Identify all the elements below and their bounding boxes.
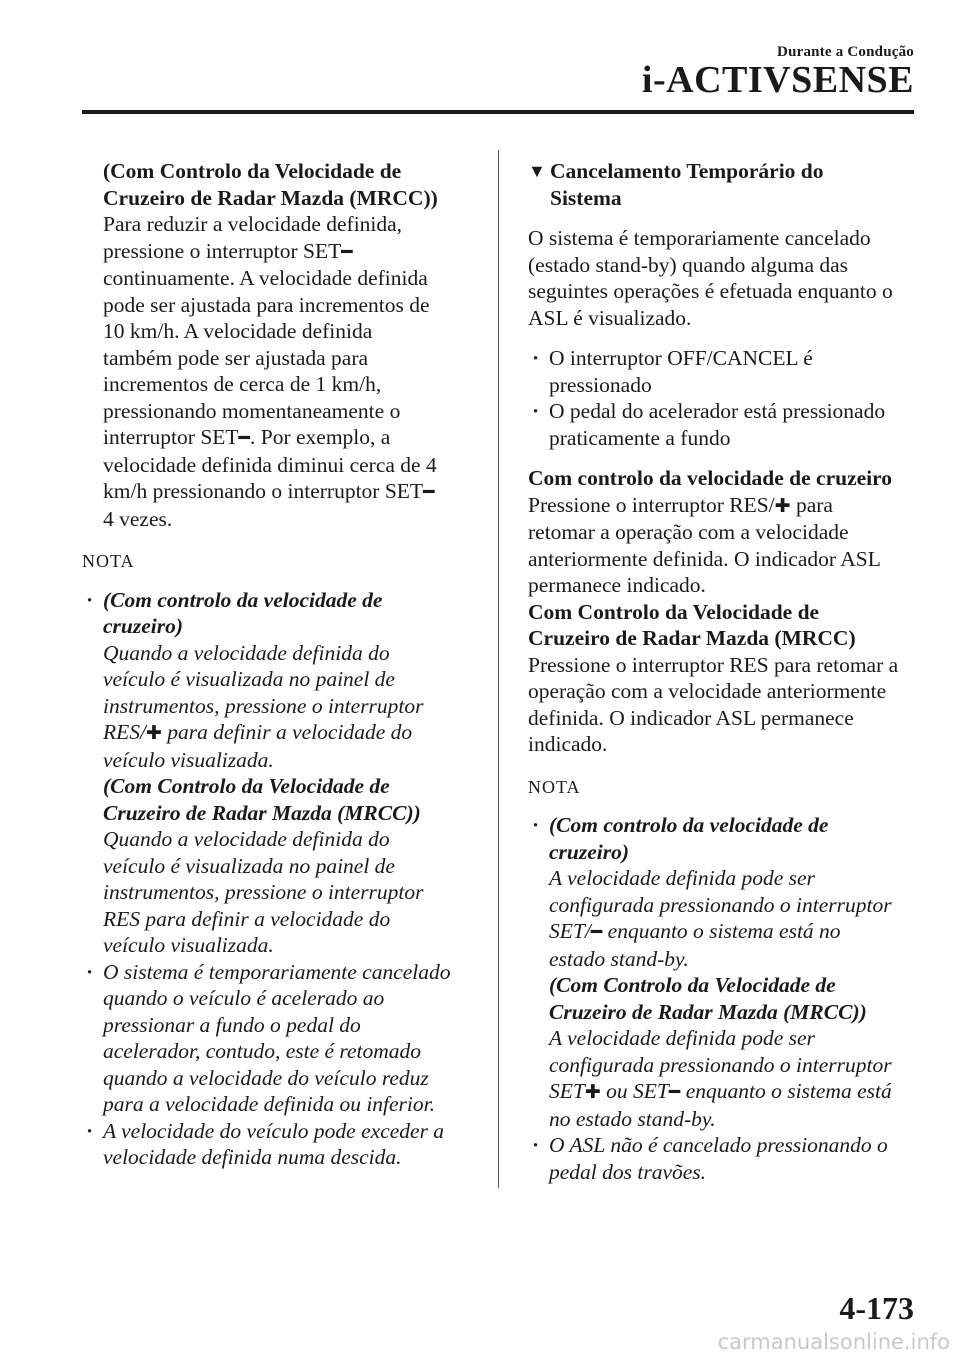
minus-icon: ━ (238, 427, 250, 449)
line: também pode ser ajustada para (103, 345, 369, 370)
line: configurada pressionando o interruptor (549, 1052, 892, 1077)
line: Pressione o interruptor RES/ (528, 492, 775, 517)
line: instrumentos, pressione o interruptor (103, 880, 424, 904)
line: cruzeiro) (103, 614, 184, 638)
line: continuamente. A velocidade definida (103, 266, 428, 290)
line: O interruptor OFF/CANCEL é (549, 346, 813, 370)
note-list (528, 812, 918, 1185)
line: pedal dos travões. (549, 1159, 707, 1184)
intro-heading (103, 158, 478, 211)
triangle-icon: ▼ (528, 161, 546, 181)
spacer (528, 451, 918, 465)
page-number: 4-173 (839, 1290, 914, 1326)
header-subtitle: Durante a Condução (777, 44, 914, 60)
line: velocidade definida diminui cerca de 4 (103, 452, 437, 477)
line: seguintes operações é efetuada enquanto o (528, 279, 893, 303)
line: pode ser ajustada para incrementos de (103, 292, 430, 317)
watermark: carmanualsonline.info (717, 1330, 950, 1354)
line: definida. O indicador ASL permanece (528, 705, 854, 730)
line: quando o veículo é acelerado ao (103, 986, 385, 1010)
header-rule (82, 110, 914, 114)
line: (Com Controlo da Velocidade de (103, 159, 402, 183)
bullet-icon: · (532, 813, 540, 837)
line: Para reduzir a velocidade definida, (103, 212, 403, 236)
line: (Com Controlo da Velocidade de (549, 973, 836, 997)
line: 4 vezes. (103, 506, 173, 531)
bullet-list (528, 345, 918, 451)
intro-block (82, 158, 478, 532)
line: enquanto o sistema está (680, 1079, 892, 1103)
paragraph (528, 465, 918, 758)
bullet-icon: · (86, 1118, 94, 1143)
line: pressionado (549, 372, 652, 397)
paragraph (528, 225, 918, 331)
line: pressionando momentaneamente o (103, 398, 401, 423)
line: veículo visualizada. (103, 747, 274, 772)
section-title (528, 158, 918, 211)
plus-icon: ✚ (146, 722, 162, 744)
minus-icon: ━ (590, 921, 603, 943)
line: Cancelamento Temporário do (550, 159, 824, 183)
line: veículo é visualizada no painel de (103, 667, 395, 691)
line: (Com Controlo da Velocidade de (103, 774, 390, 798)
line: quando a velocidade do veículo reduz (103, 1065, 429, 1090)
line: incrementos de cerca de 1 km/h, (103, 372, 382, 396)
list-item (528, 812, 918, 1132)
line: acelerador, contudo, este é retomado (103, 1039, 422, 1063)
line: O sistema é temporariamente cancelado (528, 226, 871, 250)
line: Cruzeiro de Radar Mazda (MRCC)) (103, 185, 438, 210)
spacer (528, 331, 918, 345)
note-label: NOTA (82, 551, 135, 571)
line: retomar a operação com a velocidade (528, 520, 849, 544)
line: ou SET (600, 1079, 669, 1103)
plus-icon: ✚ (774, 494, 791, 517)
intro-paragraph (103, 211, 478, 532)
subheading: Com Controlo da Velocidade de (528, 599, 820, 624)
left-column (82, 158, 478, 1171)
plus-icon: ✚ (584, 1081, 601, 1103)
bullet-icon: · (532, 1133, 540, 1157)
line: km/h pressionando o interruptor SET (103, 479, 424, 503)
line: para a velocidade definida ou inferior. (103, 1092, 436, 1116)
right-column (528, 158, 918, 1185)
line: Sistema (550, 185, 622, 210)
bullet-icon: · (86, 587, 94, 612)
minus-icon: ━ (668, 1081, 681, 1103)
line: A velocidade definida pode ser (549, 1026, 815, 1050)
line: O sistema é temporariamente cancelado (103, 959, 451, 984)
line: operação com a velocidade anteriormente (528, 679, 887, 703)
minus-icon: ━ (423, 481, 435, 503)
line: Quando a velocidade definida do (103, 827, 390, 851)
note-list (82, 587, 478, 1171)
list-item (528, 398, 918, 451)
line: (estado stand-by) quando alguma das (528, 252, 849, 277)
subheading: Com controlo da velocidade de cruzeiro (528, 466, 893, 490)
line: Pressione o interruptor RES para retomar a (528, 652, 899, 677)
line: pressione o interruptor SET (103, 238, 342, 263)
line: ASL é visualizado. (528, 305, 692, 330)
line: indicado. (528, 732, 608, 756)
line: SET (549, 1079, 585, 1103)
line: interruptor SET (103, 425, 239, 449)
line: 10 km/h. A velocidade definida (103, 319, 373, 343)
line: Quando a velocidade definida do (103, 640, 390, 665)
list-item (82, 1118, 478, 1171)
list-item (528, 345, 918, 398)
line: no estado stand-by. (549, 1106, 716, 1131)
list-item (82, 959, 478, 1118)
line: (Com controlo da velocidade de (103, 587, 383, 612)
note-label: NOTA (528, 776, 581, 797)
line: para definir a velocidade do (161, 720, 413, 744)
line: enquanto o sistema está no (602, 919, 841, 943)
line: configurada pressionando o interruptor (549, 892, 892, 917)
column-divider (498, 150, 499, 1188)
minus-icon: ━ (341, 240, 353, 263)
bullet-icon: · (532, 399, 540, 423)
line: SET/ (549, 919, 591, 943)
line: cruzeiro) (549, 839, 630, 864)
bullet-icon: · (532, 346, 540, 370)
line: Cruzeiro de Radar Mazda (MRCC)) (103, 800, 421, 825)
line: veículo visualizada. (103, 933, 274, 957)
line: veículo é visualizada no painel de (103, 853, 395, 878)
line: A velocidade do veículo pode exceder a (103, 1118, 445, 1143)
line: pressionar a fundo o pedal do (103, 1012, 361, 1037)
list-item (82, 587, 478, 959)
line: O ASL não é cancelado pressionando o (549, 1133, 888, 1157)
line: Cruzeiro de Radar Mazda (MRCC)) (549, 999, 867, 1024)
line: permanece indicado. (528, 573, 706, 597)
list-item (528, 1132, 918, 1185)
line: anteriormente definida. O indicador ASL (528, 546, 881, 571)
line: O pedal do acelerador está pressionado (549, 399, 886, 423)
line: . Por exemplo, a (250, 425, 391, 449)
line: instrumentos, pressione o interruptor (103, 693, 424, 718)
line: estado stand-by. (549, 946, 689, 971)
subheading: Cruzeiro de Radar Mazda (MRCC) (528, 626, 856, 650)
header-title: i-ACTIVSENSE (641, 59, 914, 101)
line: velocidade definida numa descida. (103, 1145, 402, 1169)
bullet-icon: · (86, 959, 94, 984)
line: A velocidade definida pode ser (549, 866, 815, 890)
line: RES para definir a velocidade do (103, 906, 391, 931)
line: (Com controlo da velocidade de (549, 813, 829, 837)
line: RES/ (103, 720, 146, 744)
line: praticamente a fundo (549, 425, 731, 450)
line: para (790, 492, 833, 517)
spacer (528, 211, 918, 225)
